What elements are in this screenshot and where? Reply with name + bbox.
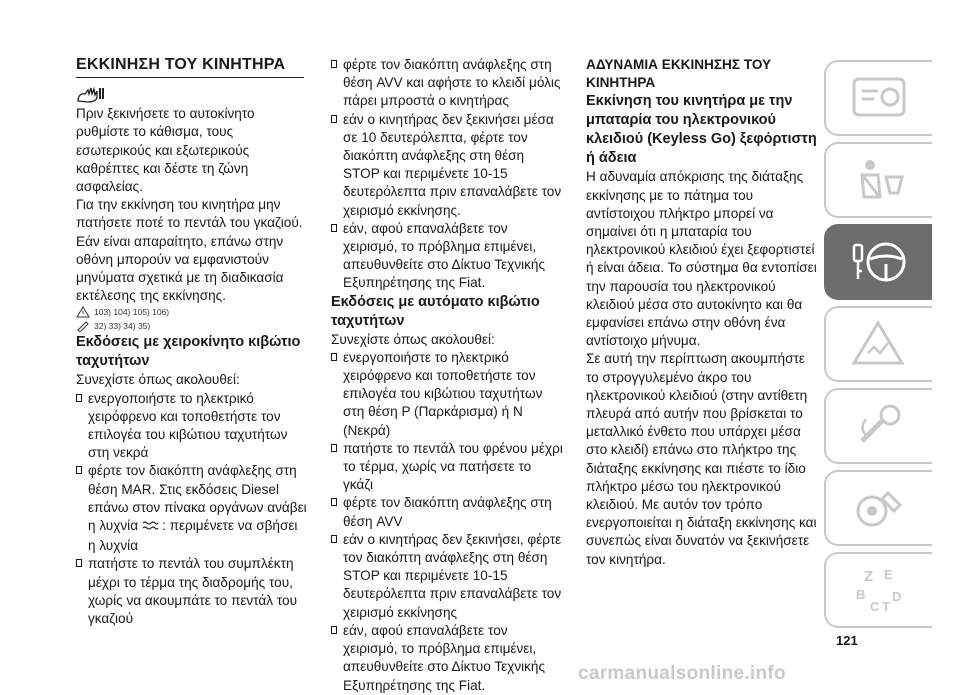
chapter-tabs <box>824 60 932 634</box>
note-icon <box>76 320 90 332</box>
tab-maintenance[interactable] <box>824 470 932 546</box>
warning-triangle-icon <box>76 306 90 318</box>
page-number: 121 <box>836 633 858 648</box>
paragraph-keyless-2: Σε αυτή την περίπτωση ακουμπήστε το στρογγυλεμένο άκρο του ηλεκτρονικού κλειδιού (στην αντίθετη πλευρά από αυτήν που βρίσκεται το μεταλλικό ένθετο που υπάρχει μέσα στο κλειδί) επάνω στο πλήκτρο της διάταξης εκκίνησης και πιέστε το ίδιο πλήκτρο μέσω του ηλεκτρονικού κλειδιού. Με αυτόν τον τρόπο ενεργοποιείται η διάταξη εκκίνησης και συνεπώς είναι δυνατόν να ξεκινήσετε τον κινητήρα. <box>586 351 817 567</box>
column-2 <box>331 56 563 695</box>
tab-warning-lights[interactable] <box>824 306 932 382</box>
svg-text:T: T <box>882 599 890 614</box>
dashboard-icon <box>848 71 910 125</box>
tab-starting-driving[interactable] <box>824 224 932 300</box>
list-item: εάν ο κινητήρας δεν ξεκινήσει, φέρτε τον διακόπτη ανάφλεξης στη θέση STOP και περιμένετε 10-15 δευτερόλεπτα πριν επαναλάβετε τον χειρισμό εκκίνησης <box>331 531 563 622</box>
title-rule <box>76 77 304 78</box>
list-item: ενεργοποιήστε το ηλεκτρικό χειρόφρενο και τοποθετήστε τον επιλογέα του κιβώτιου ταχυτήτων στη θέση P (Παρκάρισμα) ή N (Νεκρά) <box>331 349 563 440</box>
wrench-icon <box>848 399 910 453</box>
tab-index[interactable] <box>824 552 932 628</box>
paragraph-messages: Εάν είναι απαραίτητο, επάνω στην οθόνη μπορούν να εμφανιστούν μηνύματα σχετικά με τη διαδικασία εκτέλεσης της εκκίνησης. <box>76 233 284 304</box>
tab-dashboard[interactable] <box>824 60 932 136</box>
subtitle-keyless: Εκκίνηση του κινητήρα με την μπαταρία του ηλεκτρονικού κλειδιού (Keyless Go) ξεφόρτιστη ή άδεια <box>586 93 817 167</box>
section-title-failure: ΑΔΥΝΑΜΙΑ ΕΚΚΙΝΗΣΗΣ ΤΟΥ ΚΙΝΗΤΗΡΑ <box>586 57 772 91</box>
list-item: εάν, αφού επαναλάβετε τον χειρισμό, το πρόβλημα επιμένει, απευθυνθείτε στο Δίκτυο Τεχνικής Εξυπηρέτησης της Fiat. <box>331 622 563 695</box>
intro-automatic: Συνεχίστε όπως ακολουθεί: <box>331 331 495 347</box>
list-item: φέρτε τον διακόπτη ανάφλεξης στη θέση AVV και αφήστε το κλειδί μόλις πάρει μπροστά ο κινητήρας <box>331 56 563 111</box>
svg-text:C: C <box>870 599 880 614</box>
index-letters-icon <box>848 563 910 617</box>
paragraph-prepare: Πριν ξεκινήσετε το αυτοκίνητο ρυθμίστε το κάθισμα, τους εσωτερικούς και εξωτερικούς καθρέπτες και δέστε τη ζώνη ασφαλείας. <box>76 106 255 195</box>
note-refs: 32) 33) 34) 35) <box>76 319 308 333</box>
paragraph-no-throttle: Για την εκκίνηση του κινητήρα μην πατήσετε ποτέ το πεντάλ του γκαζιού. <box>76 197 303 231</box>
glow-plug-icon <box>140 519 160 537</box>
tab-safety[interactable] <box>824 142 932 218</box>
list-item: εάν, αφού επαναλάβετε τον χειρισμό, το πρόβλημα επιμένει, απευθυνθείτε στο Δίκτυο Τεχνικής Εξυπηρέτησης της Fiat. <box>331 220 563 293</box>
warning-refs: 103) 104) 105) 106) <box>76 305 308 319</box>
svg-text:D: D <box>892 589 902 604</box>
section-title: ΕΚΚΙΝΗΣΗ ΤΟΥ ΚΙΝΗΤΗΡΑ <box>76 56 286 73</box>
list-item: φέρτε τον διακόπτη ανάφλεξης στη θέση MAR. Στις εκδόσεις Diesel επάνω στον πίνακα οργάνων ανάβει η λυχνία : περιμένετε να σβήσει η λυχνία <box>76 462 308 555</box>
svg-text:E: E <box>884 567 893 582</box>
list-item: πατήστε το πεντάλ του φρένου μέχρι το τέρμα, χωρίς να πατήσετε το γκάζι <box>331 440 563 495</box>
warning-triangle-icon <box>848 317 910 371</box>
heading-manual-gearbox: Εκδόσεις με χειροκίνητο κιβώτιο ταχυτήτων <box>76 334 301 370</box>
watermark: carmanualsonline.info <box>578 663 786 684</box>
list-item: ενεργοποιήστε το ηλεκτρικό χειρόφρενο και τοποθετήστε τον επιλογέα του κιβώτιου ταχυτήτων στη νεκρά <box>76 390 308 463</box>
tab-emergency[interactable] <box>824 388 932 464</box>
steering-wheel-key-icon <box>848 235 910 289</box>
paragraph-keyless-1: Η αδυναμία απόκρισης της διάταξης εκκίνησης με το πάτημα του αντίστοιχου πλήκτρο μπορεί να σημαίνει ότι η μπαταρία του ηλεκτρονικού κλειδιού έχει ξεφορτιστεί ή είναι άδεια. Το σύστημα θα εντοπίσει την παρουσία του ηλεκτρονικού κλειδιού μέσα στο αυτοκίνητο και θα εμφανίσει επάνω στην οθόνη ένα αντίστοιχο μήνυμα. <box>586 169 817 349</box>
svg-text:Z: Z <box>864 568 874 585</box>
hand-warning-icon <box>76 85 308 105</box>
svg-text:B: B <box>856 587 866 602</box>
column-1 <box>76 56 308 628</box>
intro-manual: Συνεχίστε όπως ακολουθεί: <box>76 372 240 388</box>
seat-belt-icon <box>848 153 910 207</box>
heading-automatic-gearbox: Εκδόσεις με αυτόματο κιβώτιο ταχυτήτων <box>331 293 540 329</box>
list-item: φέρτε τον διακόπτη ανάφλεξης στη θέση AVV <box>331 494 563 530</box>
column-3 <box>586 56 818 569</box>
list-item: πατήστε το πεντάλ του συμπλέκτη μέχρι το τέρμα της διαδρομής του, χωρίς να ακουμπάτε το πεντάλ του γκαζιού <box>76 555 308 628</box>
service-icon <box>848 481 910 535</box>
list-item: εάν ο κινητήρας δεν ξεκινήσει μέσα σε 10 δευτερόλεπτα, φέρτε τον διακόπτη ανάφλεξης στη θέση STOP και περιμένετε 10-15 δευτερόλεπτα πριν επαναλάβετε τον χειρισμό εκκίνησης. <box>331 111 563 220</box>
